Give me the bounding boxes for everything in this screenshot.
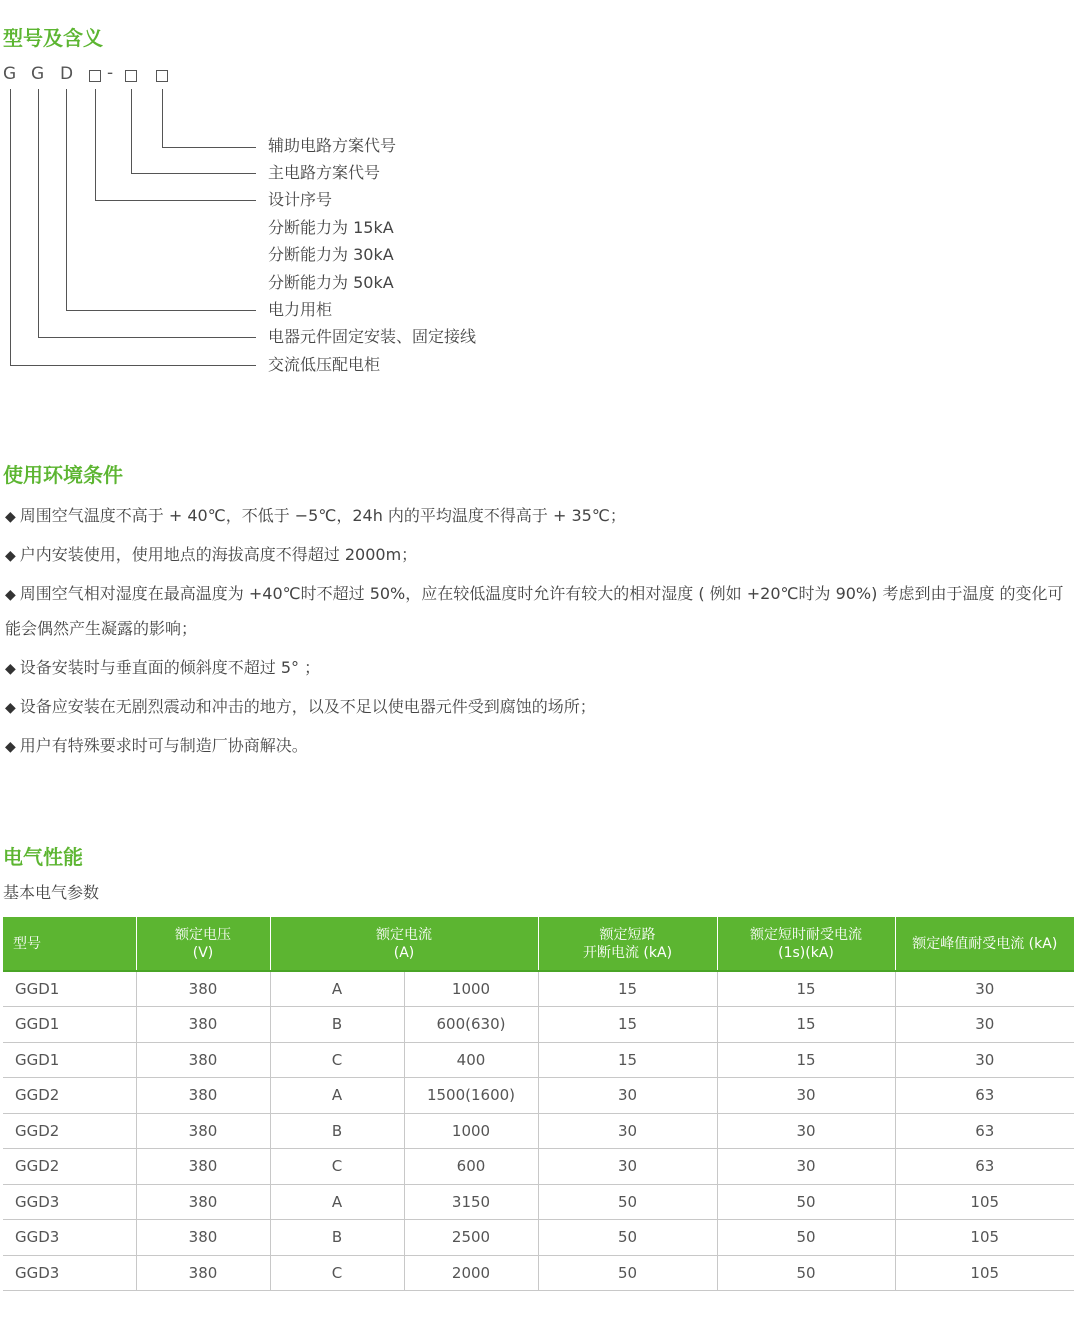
cell-peak: 30 xyxy=(895,1007,1074,1043)
cell-peak: 63 xyxy=(895,1149,1074,1185)
model-code xyxy=(0,64,200,94)
tree-connector xyxy=(95,89,96,200)
cell-current-grade: B xyxy=(270,1007,404,1043)
cell-short-time: 30 xyxy=(717,1078,895,1114)
cell-short-time: 30 xyxy=(717,1149,895,1185)
cell-peak: 30 xyxy=(895,1042,1074,1078)
cell-breaking: 50 xyxy=(538,1184,717,1220)
model-desc-ac-lv-cabinet: 交流低压配电柜 xyxy=(268,355,381,374)
code-letter: G xyxy=(3,64,17,84)
cell-current-grade: A xyxy=(270,1078,404,1114)
model-desc-main-circuit: 主电路方案代号 xyxy=(268,163,381,182)
cell-voltage: 380 xyxy=(136,1220,270,1256)
model-desc-break-50: 分断能力为 50kA xyxy=(268,273,394,292)
cell-short-time: 15 xyxy=(717,971,895,1007)
cell-current-grade: A xyxy=(270,1184,404,1220)
condition-text: 设备应安装在无剧烈震动和冲击的地方，以及不足以使电器元件受到腐蚀的场所； xyxy=(19,697,596,716)
cell-current-value: 1500(1600) xyxy=(404,1078,538,1114)
cell-voltage: 380 xyxy=(136,971,270,1007)
cell-current-value: 1000 xyxy=(404,971,538,1007)
model-desc-break-15: 分断能力为 15kA xyxy=(268,218,394,237)
code-placeholder-box xyxy=(125,70,137,82)
code-letter: G xyxy=(31,64,45,84)
cell-model: GGD2 xyxy=(3,1149,136,1185)
condition-text: 用户有特殊要求时可与制造厂协商解决。 xyxy=(19,736,308,755)
table-row xyxy=(3,1255,1074,1291)
section-title-electrical: 电气性能 xyxy=(3,845,83,869)
cell-voltage: 380 xyxy=(136,1184,270,1220)
tree-connector xyxy=(10,365,256,366)
cell-current-value: 400 xyxy=(404,1042,538,1078)
cell-current-grade: B xyxy=(270,1113,404,1149)
condition-item xyxy=(5,577,1077,646)
model-desc-break-30: 分断能力为 30kA xyxy=(268,245,394,264)
header-short-time-current: 额定短时耐受电流 (1s)(kA) xyxy=(717,917,895,971)
condition-text: 周围空气相对湿度在最高温度为 +40℃时不超过 50%，应在较低温度时允许有较大的相对湿度 ( 例如 +20℃时为 90%) 考虑到由于温度 的变化可能会偶然产生凝露的影响； xyxy=(5,584,1064,638)
code-dash: - xyxy=(107,63,114,83)
table-row xyxy=(3,1007,1074,1043)
header-rated-voltage: 额定电压 (V) xyxy=(136,917,270,971)
cell-short-time: 30 xyxy=(717,1113,895,1149)
condition-text: 周围空气温度不高于 + 40℃，不低于 −5℃，24h 内的平均温度不得高于 + 35℃； xyxy=(19,506,626,525)
bullet-diamond-icon: ◆ xyxy=(5,700,16,716)
table-row xyxy=(3,1149,1074,1185)
condition-item xyxy=(5,499,1077,534)
tree-connector xyxy=(131,89,132,173)
header-rated-current: 额定电流 (A) xyxy=(270,917,538,971)
cell-peak: 105 xyxy=(895,1220,1074,1256)
bullet-diamond-icon: ◆ xyxy=(5,739,16,755)
section-title-environment: 使用环境条件 xyxy=(3,463,123,487)
header-breaking-current: 额定短路 开断电流 (kA) xyxy=(538,917,717,971)
cell-current-grade: C xyxy=(270,1149,404,1185)
table-row xyxy=(3,1078,1074,1114)
header-model: 型号 xyxy=(3,917,136,971)
tree-connector xyxy=(66,89,67,310)
cell-model: GGD1 xyxy=(3,1042,136,1078)
cell-current-value: 600(630) xyxy=(404,1007,538,1043)
condition-text: 户内安装使用，使用地点的海拔高度不得超过 2000m； xyxy=(19,545,418,564)
cell-breaking: 15 xyxy=(538,1042,717,1078)
cell-voltage: 380 xyxy=(136,1255,270,1291)
condition-item xyxy=(5,690,1077,725)
cell-current-value: 3150 xyxy=(404,1184,538,1220)
cell-current-grade: B xyxy=(270,1220,404,1256)
cell-breaking: 30 xyxy=(538,1149,717,1185)
code-letter: D xyxy=(60,64,74,84)
cell-breaking: 30 xyxy=(538,1078,717,1114)
tree-connector xyxy=(10,89,11,365)
cell-model: GGD1 xyxy=(3,971,136,1007)
table-row xyxy=(3,971,1074,1007)
header-peak-current: 额定峰值耐受电流 (kA) xyxy=(895,917,1074,971)
cell-voltage: 380 xyxy=(136,1113,270,1149)
cell-model: GGD2 xyxy=(3,1113,136,1149)
cell-current-grade: A xyxy=(270,971,404,1007)
model-desc-design-serial: 设计序号 xyxy=(268,190,333,209)
cell-short-time: 15 xyxy=(717,1007,895,1043)
tree-connector xyxy=(162,147,256,148)
table-row xyxy=(3,1113,1074,1149)
table-row xyxy=(3,1184,1074,1220)
code-placeholder-box xyxy=(156,70,168,82)
bullet-diamond-icon: ◆ xyxy=(5,509,16,525)
cell-current-grade: C xyxy=(270,1255,404,1291)
cell-current-value: 2000 xyxy=(404,1255,538,1291)
cell-model: GGD3 xyxy=(3,1255,136,1291)
model-desc-power-cabinet: 电力用柜 xyxy=(268,300,333,319)
cell-model: GGD3 xyxy=(3,1184,136,1220)
cell-breaking: 15 xyxy=(538,1007,717,1043)
cell-short-time: 50 xyxy=(717,1220,895,1256)
table-row xyxy=(3,1220,1074,1256)
table-caption: 基本电气参数 xyxy=(3,883,100,902)
cell-voltage: 380 xyxy=(136,1042,270,1078)
cell-breaking: 50 xyxy=(538,1220,717,1256)
cell-peak: 105 xyxy=(895,1184,1074,1220)
model-desc-fixed-install: 电器元件固定安装、固定接线 xyxy=(268,327,477,346)
table-row xyxy=(3,1042,1074,1078)
model-desc-aux-circuit: 辅助电路方案代号 xyxy=(268,136,397,155)
tree-connector xyxy=(38,337,256,338)
cell-voltage: 380 xyxy=(136,1007,270,1043)
cell-short-time: 50 xyxy=(717,1255,895,1291)
cell-model: GGD2 xyxy=(3,1078,136,1114)
tree-connector xyxy=(162,89,163,147)
cell-short-time: 50 xyxy=(717,1184,895,1220)
cell-breaking: 50 xyxy=(538,1255,717,1291)
tree-connector xyxy=(95,200,256,201)
cell-model: GGD3 xyxy=(3,1220,136,1256)
cell-breaking: 15 xyxy=(538,971,717,1007)
cell-peak: 63 xyxy=(895,1078,1074,1114)
section-title-model: 型号及含义 xyxy=(3,26,103,50)
cell-current-value: 1000 xyxy=(404,1113,538,1149)
electrical-params-table xyxy=(3,917,1074,1291)
cell-current-grade: C xyxy=(270,1042,404,1078)
cell-peak: 105 xyxy=(895,1255,1074,1291)
tree-connector xyxy=(66,310,256,311)
cell-current-value: 2500 xyxy=(404,1220,538,1256)
bullet-diamond-icon: ◆ xyxy=(5,661,16,677)
condition-item xyxy=(5,729,1077,764)
code-placeholder-box xyxy=(89,70,101,82)
tree-connector xyxy=(38,89,39,337)
cell-breaking: 30 xyxy=(538,1113,717,1149)
cell-peak: 63 xyxy=(895,1113,1074,1149)
cell-short-time: 15 xyxy=(717,1042,895,1078)
cell-current-value: 600 xyxy=(404,1149,538,1185)
table-header-row xyxy=(3,917,1074,971)
condition-item xyxy=(5,651,1077,686)
cell-model: GGD1 xyxy=(3,1007,136,1043)
condition-text: 设备安装时与垂直面的倾斜度不超过 5° ； xyxy=(19,658,321,677)
cell-voltage: 380 xyxy=(136,1149,270,1185)
cell-peak: 30 xyxy=(895,971,1074,1007)
condition-item xyxy=(5,538,1077,573)
cell-voltage: 380 xyxy=(136,1078,270,1114)
bullet-diamond-icon: ◆ xyxy=(5,587,16,603)
bullet-diamond-icon: ◆ xyxy=(5,548,16,564)
tree-connector xyxy=(131,173,256,174)
